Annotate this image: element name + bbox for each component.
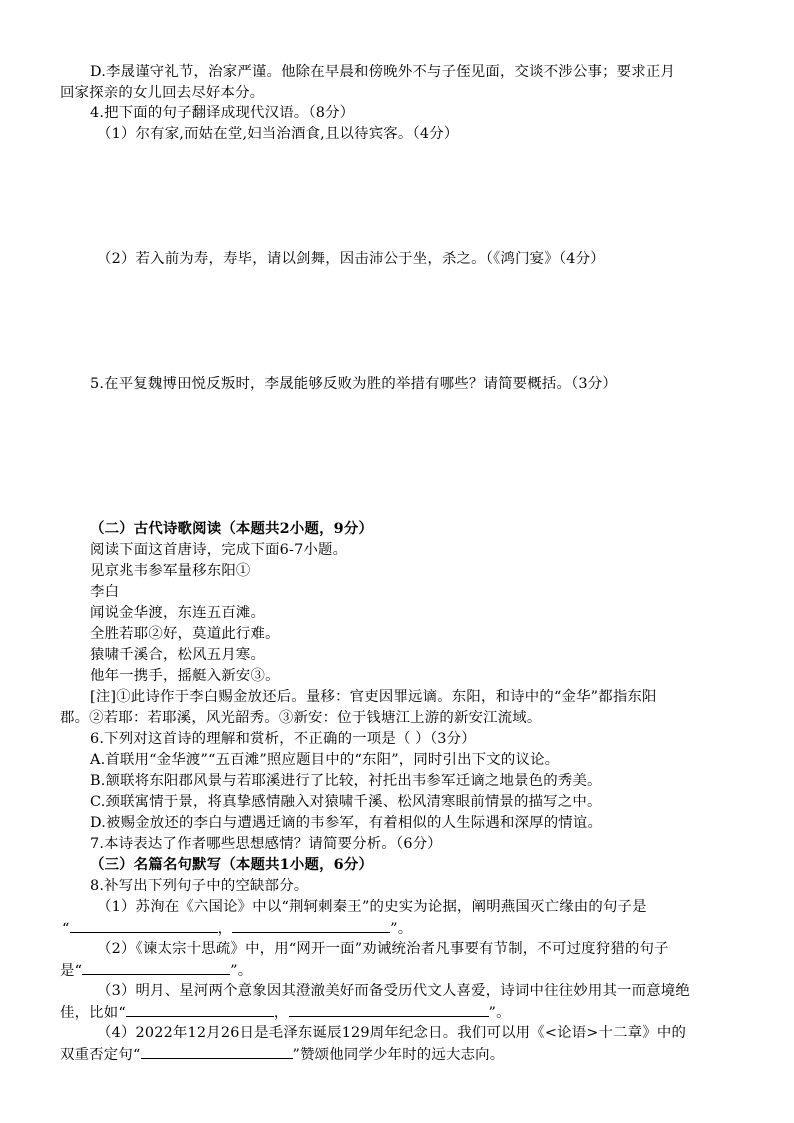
answer-blank[interactable] — [289, 1002, 489, 1017]
section-2-heading: （二）古代诗歌阅读（本题共2小题，9分） — [90, 520, 374, 537]
question-6-option-d: D.被赐金放还的李白与遭遇迁谪的韦参军，有着相似的人生际遇和深厚的情谊。 — [90, 815, 603, 831]
poem-line-1: 闻说金华渡，东连五百滩。 — [90, 605, 266, 621]
item-4-suffix: ”赞颂他同学少年时的远大志向。 — [292, 1047, 505, 1063]
answer-blank[interactable] — [232, 918, 390, 933]
comma-separator: ， — [217, 921, 233, 937]
answer-blank[interactable] — [126, 1002, 274, 1017]
poem-title: 见京兆韦参军量移东阳① — [90, 563, 251, 579]
question-8-title: 8.补写出下列句子中的空缺部分。 — [90, 878, 309, 894]
answer-blank[interactable] — [70, 918, 218, 933]
question-4-sub1: （1）尔有家,而姑在堂,妇当治酒食,且以待宾客。（4分） — [97, 126, 459, 142]
item-4-prefix: 双重否定句“ — [60, 1047, 141, 1063]
close-quote: ”。 — [230, 963, 253, 979]
question-5: 5.在平复魏博田悦反叛时，李晟能够反败为胜的举措有哪些？请简要概括。（3分） — [90, 376, 617, 392]
close-quote: ”。 — [488, 1005, 511, 1021]
question-6-option-a: A.首联用“金华渡”“五百滩”照应题目中的“东阳”，同时引出下文的议论。 — [90, 752, 560, 768]
question-6-option-c: C.颈联寓情于景，将真挚感情融入对猿啸千溪、松风清寒眼前情景的描写之中。 — [90, 794, 602, 810]
answer-blank[interactable] — [82, 960, 230, 975]
option-d-line2: 回家探亲的女儿回去尽好本分。 — [60, 85, 265, 101]
close-quote: ”。 — [390, 921, 413, 937]
item-2-prefix: 是“ — [60, 963, 83, 979]
question-8-item-1-line2 — [62, 918, 412, 939]
question-4-sub2: （2）若入前为寿，寿毕，请以剑舞，因击沛公于坐，杀之。（《鸿门宴》（4分） — [97, 251, 605, 267]
question-8-item-1-line1: （1）苏洵在《六国论》中以“荆轲刺秦王”的史实为论据，阐明燕国灭亡缘由的句子是 — [97, 899, 647, 915]
open-quote: “ — [62, 921, 70, 937]
question-6-stem: 6.下列对这首诗的理解和赏析，不正确的一项是（ ）（3分） — [90, 731, 476, 747]
question-8-item-3-line1: （3）明月、星河两个意象因其澄澈美好而备受历代文人喜爱，诗词中往往妙用其一而意境绝 — [97, 983, 690, 999]
question-4-title: 4.把下面的句子翻译成现代汉语。（8分） — [90, 105, 355, 121]
question-6-option-b: B.颔联将东阳郡风景与若耶溪进行了比较，衬托出韦参军迁谪之地景色的秀美。 — [90, 773, 602, 789]
answer-blank[interactable] — [141, 1044, 293, 1059]
poem-line-2: 全胜若耶②好，莫道此行难。 — [90, 626, 280, 642]
poem-line-4: 他年一携手，摇艇入新安③。 — [90, 668, 280, 684]
poem-note-line1: [注]①此诗作于李白赐金放还后。量移：官吏因罪远谪。东阳，和诗中的“金华”都指东阳 — [90, 689, 657, 705]
item-3-prefix: 佳，比如“ — [60, 1005, 126, 1021]
question-8-item-2-line2 — [60, 960, 252, 981]
poem-note-line2: 郡。②若耶：若耶溪，风光韶秀。③新安：位于钱塘江上游的新安江流域。 — [60, 710, 542, 726]
question-8-item-2-line1: （2）《谏太宗十思疏》中，用“网开一面”劝诫统治者凡事要有节制，不可过度狩猎的句子 — [97, 941, 669, 957]
question-8-item-4-line1: （4）2022年12月26日是毛泽东诞辰129周年纪念日。我们可以用《<论语>十二章》中的 — [97, 1025, 687, 1041]
option-d-line1: D.李晟谨守礼节，治家严谨。他除在早晨和傍晚外不与子侄见面，交谈不涉公事；要求正月 — [90, 64, 676, 80]
question-8-item-3-line2 — [60, 1002, 511, 1023]
question-7: 7.本诗表达了作者哪些思想感情？请简要分析。（6分） — [90, 836, 442, 852]
section-2-intro: 阅读下面这首唐诗，完成下面6-7小题。 — [90, 542, 348, 558]
poem-author: 李白 — [90, 584, 120, 600]
question-8-item-4-line2 — [60, 1044, 504, 1065]
section-3-heading: （三）名篇名句默写（本题共1小题，6分） — [90, 856, 374, 873]
comma-separator: ， — [273, 1005, 289, 1021]
poem-line-3: 猿啸千溪合，松风五月寒。 — [90, 647, 266, 663]
